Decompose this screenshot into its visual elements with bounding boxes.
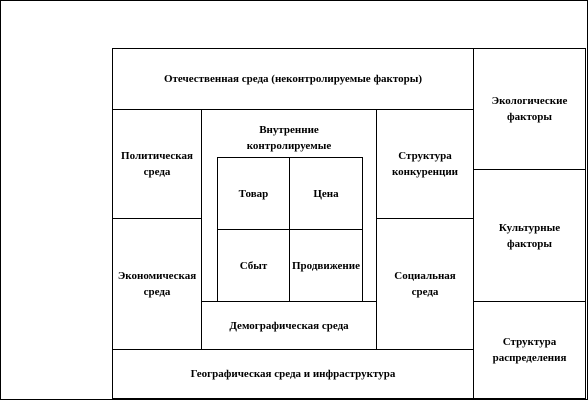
economic-environment-box	[112, 218, 202, 350]
political-environment-label: Политическая среда	[121, 150, 193, 178]
promotion-label: Продвижение	[292, 259, 360, 272]
product-label: Товар	[238, 187, 269, 200]
internal-factors-label: Внутренние контролируемые	[246, 124, 332, 152]
price-cell	[289, 157, 363, 230]
ecological-factors-label: Экологические факторы	[491, 95, 568, 123]
distribution-label: Сбыт	[239, 259, 268, 272]
geographic-environment-label: Географическая среда и инфраструктура	[190, 368, 396, 380]
distribution-structure-box	[473, 301, 586, 399]
demographic-environment-label: Демографическая среда	[229, 319, 349, 332]
domestic-environment-box	[112, 48, 474, 110]
cultural-factors-label: Культурные факторы	[498, 221, 561, 250]
price-label: Цена	[313, 187, 339, 200]
competition-structure-box	[376, 109, 474, 219]
demographic-environment-box	[201, 301, 377, 350]
political-environment-box	[112, 109, 202, 219]
economic-environment-label: Экономическая среда	[117, 270, 197, 298]
ecological-factors-box	[473, 48, 586, 170]
geographic-environment-box	[112, 349, 474, 399]
distribution-structure-label: Структура распределения	[492, 336, 567, 364]
distribution-cell	[217, 229, 290, 302]
competition-structure-label: Структура конкуренции	[391, 150, 459, 178]
promotion-cell	[289, 229, 363, 302]
cultural-factors-box	[473, 169, 586, 302]
product-cell	[217, 157, 290, 230]
social-environment-box	[376, 218, 474, 350]
social-environment-label: Социальная среда	[394, 270, 456, 298]
domestic-environment-label: Отечественная среда (неконтролируемые факторы)	[163, 73, 423, 85]
